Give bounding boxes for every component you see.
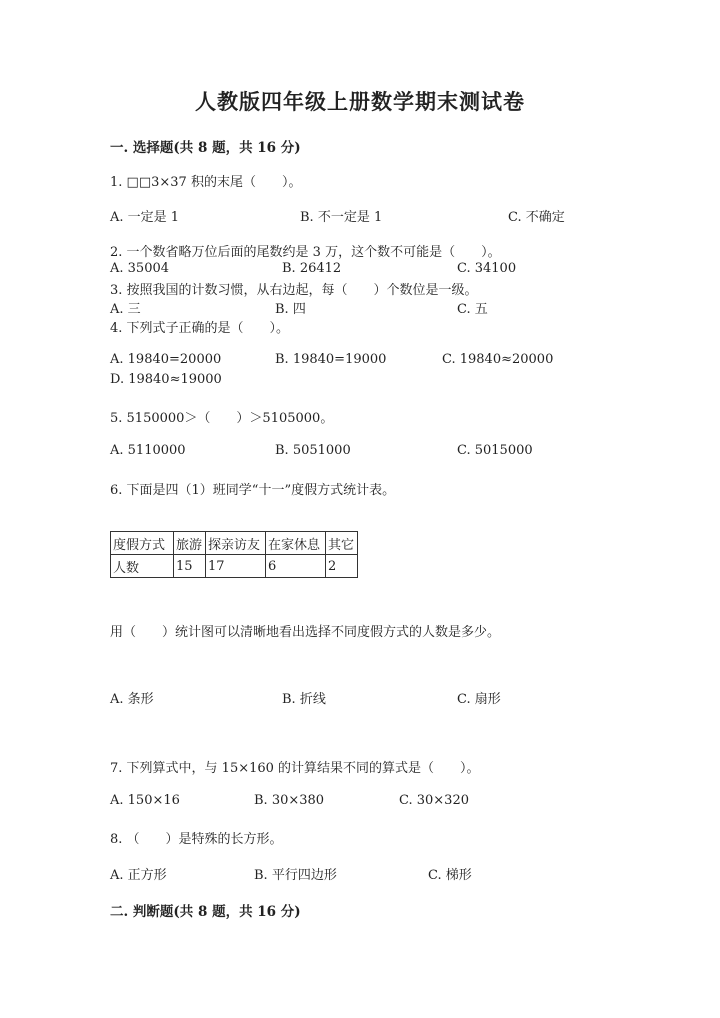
q2-option-a: A. 35004	[110, 261, 170, 276]
table-cell: 15	[174, 555, 206, 578]
section-heading-choice: 一. 选择题(共 8 题，共 16 分)	[110, 140, 301, 156]
q5-option-a: A. 5110000	[110, 443, 186, 458]
q1-option-c: C. 不确定	[508, 210, 565, 225]
q8-option-b: B. 平行四边形	[254, 868, 337, 883]
q6-option-b: B. 折线	[282, 692, 326, 707]
q1-option-b: B. 不一定是 1	[300, 210, 383, 225]
q1-option-a: A. 一定是 1	[110, 210, 180, 225]
q7-option-c: C. 30×320	[399, 793, 469, 808]
question-6-prompt: 用（ ）统计图可以清晰地看出选择不同度假方式的人数是多少。	[110, 625, 501, 640]
q4-option-c: C. 19840≈20000	[442, 352, 554, 367]
table-header-cell: 在家休息	[266, 532, 326, 555]
question-6: 6. 下面是四（1）班同学“十一”度假方式统计表。	[110, 483, 396, 498]
q6-option-c: C. 扇形	[457, 692, 501, 707]
q2-option-c: C. 34100	[457, 261, 517, 276]
q6-option-a: A. 条形	[110, 692, 154, 707]
q8-option-a: A. 正方形	[110, 868, 167, 883]
question-3: 3. 按照我国的计数习惯，从右边起，每（ ）个数位是一级。	[110, 283, 478, 298]
table-cell: 人数	[111, 555, 174, 578]
question-5: 5. 5150000＞（ ）＞5105000。	[110, 411, 334, 426]
question-2: 2. 一个数省略万位后面的尾数约是 3 万，这个数不可能是（ ）。	[110, 245, 501, 260]
page-title: 人教版四年级上册数学期末测试卷	[195, 89, 525, 114]
section-heading-judgement: 二. 判断题(共 8 题，共 16 分)	[110, 904, 301, 920]
table-header-cell: 旅游	[174, 532, 206, 555]
table-header-row	[111, 532, 358, 555]
q7-option-a: A. 150×16	[110, 793, 180, 808]
q7-option-b: B. 30×380	[254, 793, 325, 808]
q3-option-a: A. 三	[110, 302, 141, 317]
question-1: 1. □□3×37 积的末尾（ ）。	[110, 175, 302, 190]
q4-option-a: A. 19840=20000	[110, 352, 222, 367]
q3-option-b: B. 四	[275, 302, 306, 317]
table-cell: 6	[266, 555, 326, 578]
table-header-cell: 探亲访友	[206, 532, 266, 555]
table-cell: 17	[206, 555, 266, 578]
q3-option-c: C. 五	[457, 302, 488, 317]
table-header-cell: 度假方式	[111, 532, 174, 555]
q8-option-c: C. 梯形	[428, 868, 472, 883]
vacation-stats-table	[110, 531, 358, 578]
q5-option-b: B. 5051000	[275, 443, 351, 458]
q4-option-d: D. 19840≈19000	[110, 372, 222, 387]
q5-option-c: C. 5015000	[457, 443, 533, 458]
q2-option-b: B. 26412	[282, 261, 342, 276]
question-4: 4. 下列式子正确的是（ ）。	[110, 321, 290, 336]
q4-option-b: B. 19840=19000	[275, 352, 387, 367]
table-cell: 2	[326, 555, 358, 578]
table-header-cell: 其它	[326, 532, 358, 555]
table-row	[111, 555, 358, 578]
question-8: 8. （ ）是特殊的长方形。	[110, 832, 283, 847]
question-7: 7. 下列算式中，与 15×160 的计算结果不同的算式是（ ）。	[110, 761, 480, 776]
